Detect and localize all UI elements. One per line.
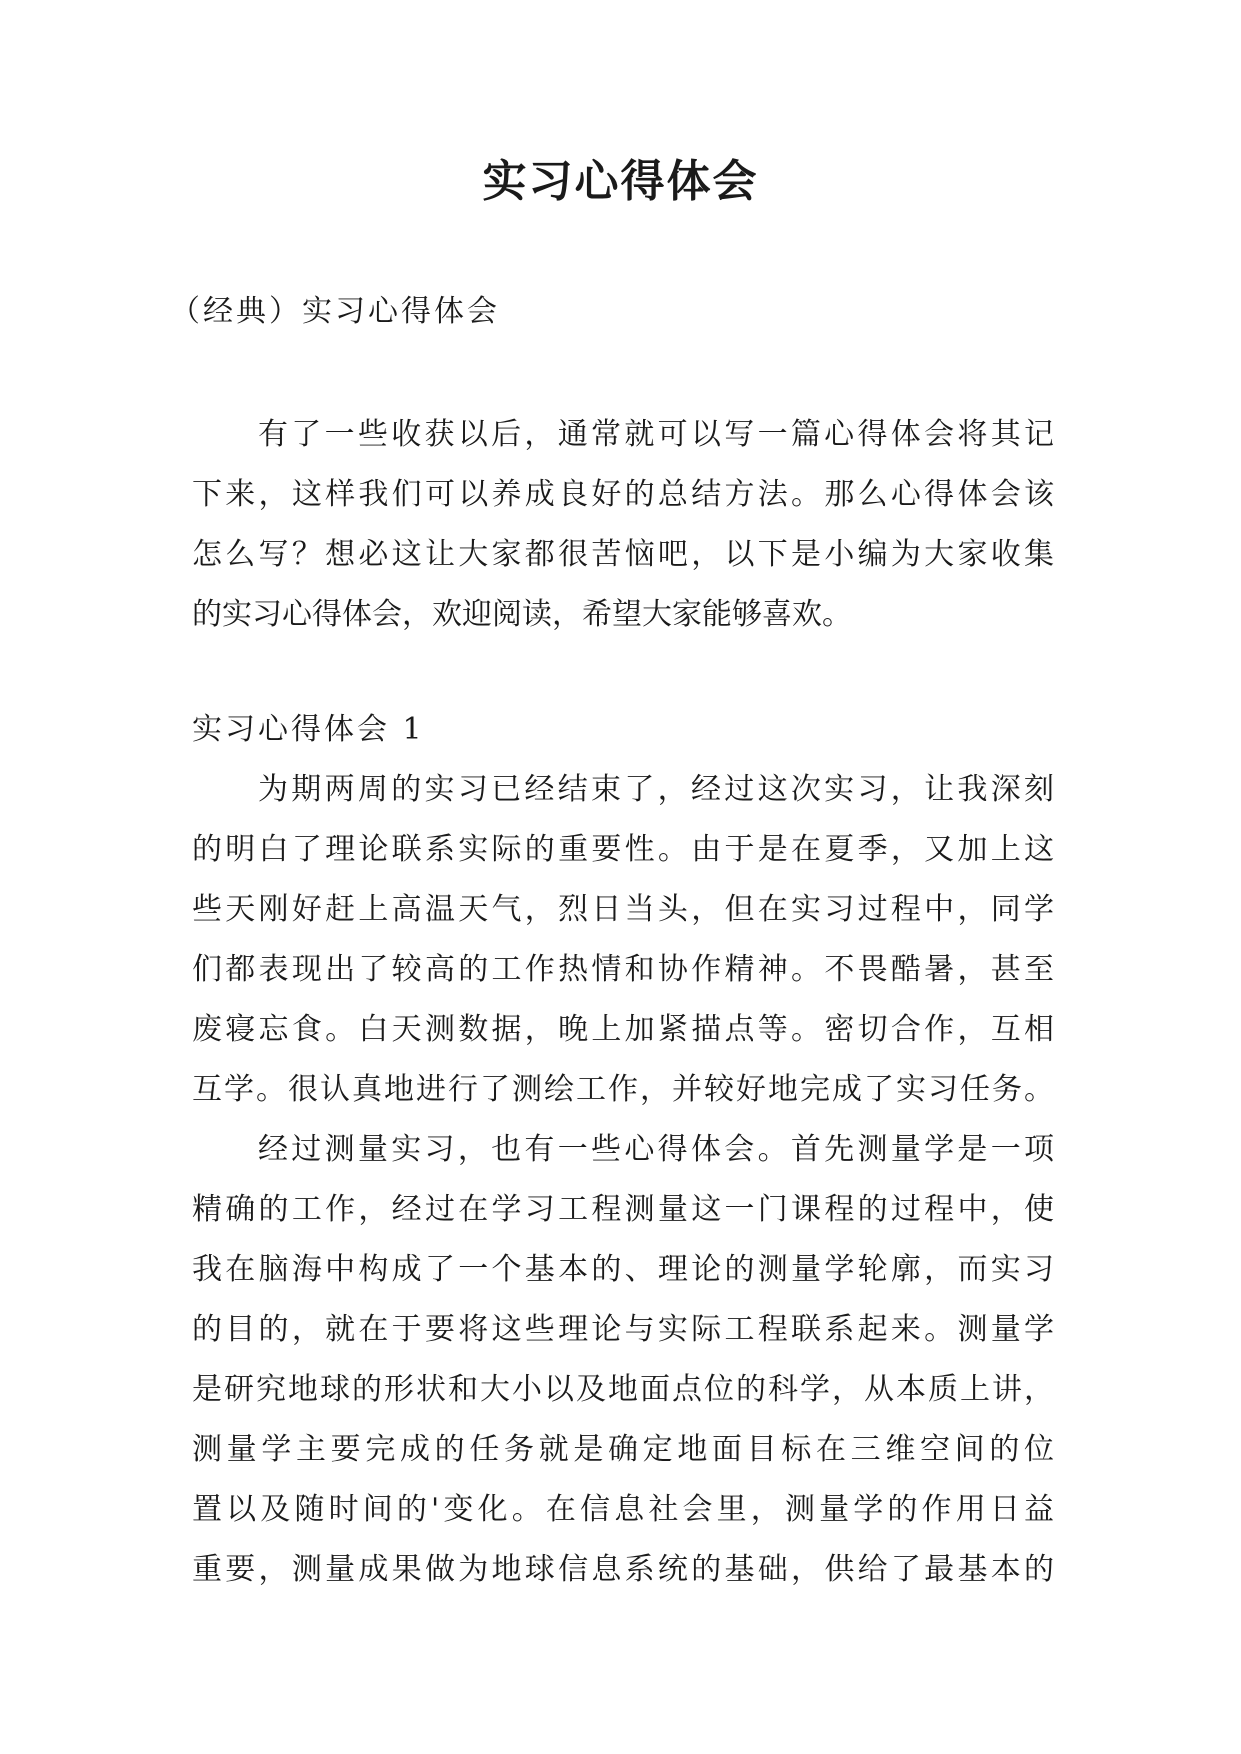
paragraph-line: 些天刚好赶上高温天气，烈日当头，但在实习过程中，同学 [192, 892, 1054, 927]
intro-paragraph [192, 405, 1054, 645]
intro-line: 有了一些收获以后，通常就可以写一篇心得体会将其记 [258, 417, 1054, 452]
paragraph-1 [192, 760, 1054, 1120]
paragraph-line: 互学。很认真地进行了测绘工作，并较好地完成了实习任务。 [192, 1072, 1054, 1107]
paragraph-line: 们都表现出了较高的工作热情和协作精神。不畏酷暑，甚至 [192, 952, 1054, 987]
paragraph-line: 置以及随时间的'变化。在信息社会里，测量学的作用日益 [192, 1492, 1054, 1527]
paragraph-line: 精确的工作，经过在学习工程测量这一门课程的过程中，使 [192, 1192, 1054, 1227]
intro-line: 下来，这样我们可以养成良好的总结方法。那么心得体会该 [192, 477, 1054, 512]
paragraph-line: 废寝忘食。白天测数据，晚上加紧描点等。密切合作，互相 [192, 1012, 1054, 1047]
paragraph-line: 的明白了理论联系实际的重要性。由于是在夏季，又加上这 [192, 832, 1054, 867]
intro-line: 怎么写？想必这让大家都很苦恼吧，以下是小编为大家收集 [192, 537, 1054, 572]
paragraph-line: 的目的，就在于要将这些理论与实际工程联系起来。测量学 [192, 1312, 1054, 1347]
document-subtitle: （经典）实习心得体会 [170, 294, 500, 329]
paragraph-line: 为期两周的实习已经结束了，经过这次实习，让我深刻 [258, 772, 1054, 807]
paragraph-line: 重要，测量成果做为地球信息系统的基础，供给了最基本的 [192, 1552, 1054, 1587]
paragraph-line: 我在脑海中构成了一个基本的、理论的测量学轮廓，而实习 [192, 1252, 1054, 1287]
section-heading: 实习心得体会 1 [192, 712, 425, 747]
intro-line: 的实习心得体会，欢迎阅读，希望大家能够喜欢。 [192, 597, 852, 632]
paragraph-line: 经过测量实习，也有一些心得体会。首先测量学是一项 [258, 1132, 1054, 1167]
paragraph-line: 测量学主要完成的任务就是确定地面目标在三维空间的位 [192, 1432, 1054, 1467]
document-title: 实习心得体会 [482, 156, 759, 207]
paragraph-2 [192, 1120, 1054, 1600]
paragraph-line: 是研究地球的形状和大小以及地面点位的科学，从本质上讲， [192, 1372, 1054, 1407]
